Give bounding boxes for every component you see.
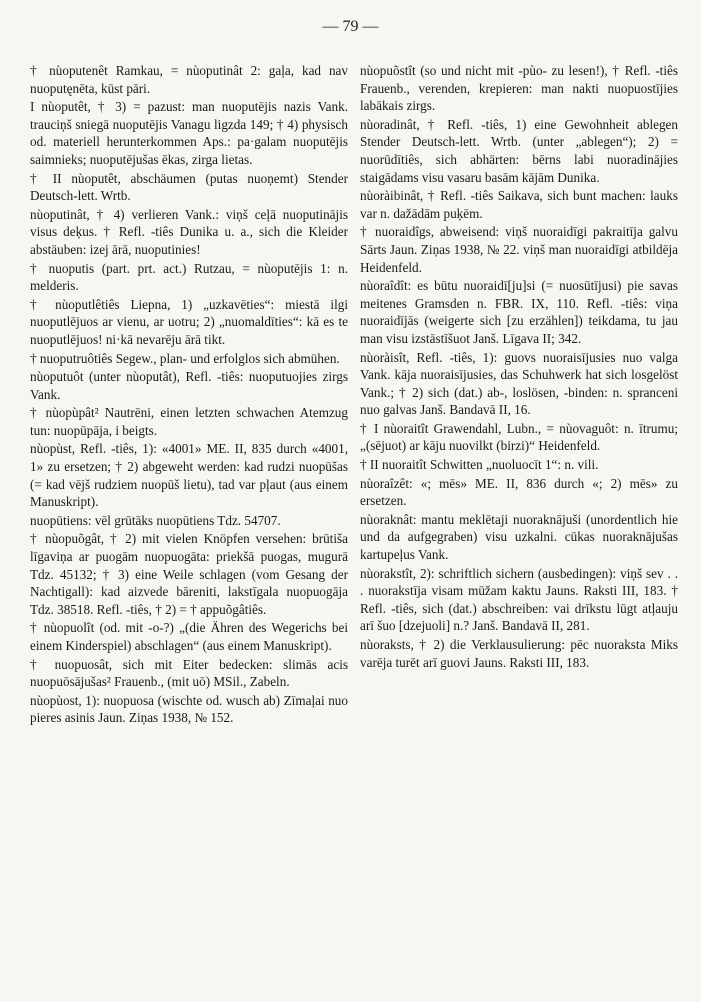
dictionary-entry: nùoraîzêt: «; mēs» ME. II, 836 durch «; 2) mēs» zu ersetzen. [360, 475, 678, 509]
dictionary-entry: † nuoputruôtiês Segew., plan- und erfolglos sich abmühen. [30, 350, 340, 366]
dictionary-entry: nùopùost, 1): nuopuosa (wischte od. wusch ab) Zīmaļai nuo pieres asinis Jaun. Ziņas 1938, № 152. [30, 692, 348, 726]
dictionary-entry: nùopuõstît (so und nicht mit -pùo- zu lesen!), † Refl. -tiês Frauenb., verenden, krepieren: man nakti nuopuostījies labākais zirgs. [360, 63, 678, 114]
dictionary-entry: nùoraksts, † 2) die Verklausulierung: pēc nuoraksta Miks varēja turēt arī guovi Jauns. Raksti III, 183. [360, 637, 678, 670]
dictionary-entry: † nùopùpât² Nautrēni, einen letzten schwachen Atemzug tun: nuopūpāja, i beigts. [30, 405, 348, 438]
dictionary-entry: I nùoputêt, † 3) = pazust: man nuoputējis nazis Vank. trauciņš sniegā nuoputējis Vanagu ligzda 149; † 4) physisch od. materiell herunterkommen Aps.: pa·galam nuoputējis saimnieks; nuoputējušas ēkas, zirga lietas. [30, 99, 348, 167]
dictionary-entry: nùoraîdît: es būtu nuoraidī[ju]si (= nuosūtījusi) pie savas meitenes Gramsden n. FBR. IX, 110. Refl. -tiês: viņa nuoraidījās (weigerte sich [zu erzählen]) teikdama, tu jau man visu izstāstīšuot Janš. Līgava II; 342. [360, 278, 678, 346]
dictionary-entry: nùoputuôt (unter nùoputât), Refl. -tiês: nuoputuojies zirgs Vank. [30, 369, 348, 402]
dictionary-entry: nùoràisît, Refl. -tiês, 1): guovs nuoraisījusies nuo valga Vank. kāja nuoraisījusies, das Schuhwerk hat sich losgelöst Vank.; † 2) sich (dat.) ab-, loslösen, -binden: n. spranceni nuo galvas Janš. Bandavā II, 16. [360, 349, 678, 418]
right-column [360, 62, 678, 671]
dictionary-entry: nùorakstît, 2): schriftlich sichern (ausbedingen): viņš sev . . . nuorakstīja visam mūžam kaktu Jauns. Raksti III, 183. † Refl. -tiês, sich (dat.) abschreiben: vai drīkstu lūgt atļauju arī šuo [dzejuoli] n.? Janš. Bandavā II, 281. [360, 565, 678, 634]
dictionary-entry: nùoraknât: mantu meklētaji nuoraknājuši (unordentlich hie und da aufgegraben) visu uzkalni. cūkas nuoraknājušas kartupeļus Vank. [360, 511, 678, 563]
dictionary-entry: nùoradinât, † Refl. -tiês, 1) eine Gewohnheit ablegen Stender Deutsch-lett. Wrtb. (unter „ablegen“); 2) = nuorūdītiês, sich abhärten: bērns labi nuoradinājies staigādams visu vasaru basām kājām Dunika. [360, 116, 678, 185]
dictionary-entry: † nuoputis (part. prt. act.) Rutzau, = nùoputējis 1: n. melderis. [30, 260, 348, 294]
dictionary-entry: nùoràibinât, † Refl. -tiês Saikava, sich bunt machen: lauks var n. dažādām puķēm. [360, 188, 678, 221]
dictionary-entry: † II nuoraitît Schwitten „nuoluocīt 1“: n. vili. [360, 457, 599, 473]
dictionary-entry: nuopūtiens: vēl grūtāks nuopūtiens Tdz. 54707. [30, 512, 281, 528]
dictionary-entry: † II nùoputêt, abschäumen (putas nuoņemt) Stender Deutsch-lett. Wrtb. [30, 170, 348, 204]
dictionary-entry: nùoputinât, † 4) verlieren Vank.: viņš ceļā nuoputinājis visus deķus. † Refl. -tiês Dunika u. a., sich die Kleider abstäuben: izej ārā, nuoputinies! [30, 206, 348, 257]
dictionary-entry: † nuoraidîgs, abweisend: viņš nuoraidīgi pakraitīja galvu Sārts Jaun. Ziņas 1938, № 22. viņš man nuoraidīgi atbildēja Heidenfeld. [360, 224, 678, 275]
dictionary-entry: † nùopuõgât, † 2) mit vielen Knöpfen versehen: brūtiša līgaviņa ar puogām nuopuogāta: priekšā puogas, mugurā Tdz. 45132; † 3) eine Weile schlagen (vom Gesang der Nachtigall): kad aizvede bāreniti, lakstīgala nuopuogāja Tdz. 38518. Refl. -tiês, † 2) = † appuõgâtiês. [30, 531, 348, 617]
dictionary-entry: † I nùoraitît Grawendahl, Lubn., = nùovaguôt: n. ītrumu; „(sējuot) ar kāju nuovilkt (birzi)“ Heidenfeld. [360, 420, 678, 454]
dictionary-entry: nùopùst, Refl. -tiês, 1): «4001» ME. II, 835 durch «4001, 1» zu ersetzen; † 2) abgeweht werden: kad rudzi nuopūšas (= kad vējš rudziem nuopūš lietu), tad var pļaut (aus einem Manuskript). [30, 441, 348, 510]
dictionary-entry: † nùoputlêtiês Liepna, 1) „uzkavēties“: miestā ilgi nuoputlējuos ar vienu, ar uotru; 2) „nuomaldīties“: kā es te nuoputlējuos! ni·kā nevarēju ārā tikt. [30, 296, 348, 347]
page-number: — 79 — [322, 18, 379, 35]
dictionary-entry: † nùoputenêt Ramkau, = nùoputinât 2: gaļa, kad nav nuoputęnēta, kūst pāri. [30, 63, 348, 96]
left-column [30, 62, 348, 727]
dictionary-entry: † nùopuolît (od. mit -o-?) „(die Ähren des Wegerichs bei einem Kinderspiel) abschlagen“ (aus einem Manuskript). [30, 620, 348, 653]
dictionary-entry: † nuopuosât, sich mit Eiter bedecken: slimās acis nuopuōsājušas² Frauenb., (mit uō) MSil., Zabeln. [30, 656, 348, 690]
